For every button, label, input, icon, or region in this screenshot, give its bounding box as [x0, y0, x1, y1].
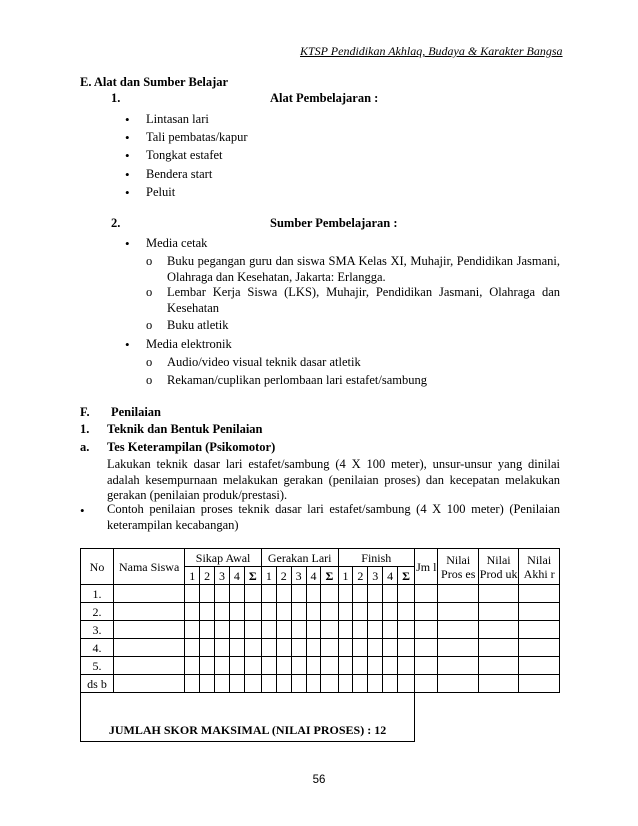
score-cell: [383, 585, 398, 603]
sub-col-number: 2: [353, 567, 368, 585]
score-cell: [185, 657, 200, 675]
table-row: [81, 675, 560, 693]
sub-col-number: 1: [338, 567, 353, 585]
score-cell: [185, 675, 200, 693]
score-cell: [244, 603, 261, 621]
header-nilai-akhir: Nilai Akhi r: [519, 549, 560, 585]
header-no: No: [81, 549, 114, 585]
score-cell: [229, 585, 244, 603]
table-row: [81, 585, 560, 603]
score-cell: [291, 657, 306, 675]
score-cell: [276, 585, 291, 603]
header-finish: Finish: [338, 549, 415, 567]
table-row: [81, 657, 560, 675]
score-cell: [415, 639, 438, 657]
score-cell: [415, 585, 438, 603]
tool-item: • Tongkat estafet: [146, 148, 223, 163]
score-cell: [244, 639, 261, 657]
score-cell: [291, 621, 306, 639]
score-cell: [261, 585, 276, 603]
example-paragraph: Contoh penilaian proses teknik dasar lari estafet/sambung (4 X 100 meter) (Penilaian keterampilan kecabangan): [107, 502, 560, 532]
score-cell: [261, 603, 276, 621]
score-cell: [383, 621, 398, 639]
score-cell: [306, 585, 321, 603]
score-cell: [113, 657, 184, 675]
score-cell: [368, 603, 383, 621]
score-cell: [185, 621, 200, 639]
sub-col-number: 4: [306, 567, 321, 585]
score-cell: [368, 657, 383, 675]
row-number: 3.: [81, 621, 114, 639]
section-e-title: E. Alat dan Sumber Belajar: [80, 75, 229, 89]
score-cell: [383, 639, 398, 657]
score-cell: [415, 621, 438, 639]
media-elektronik: • Media elektronik: [146, 337, 232, 352]
score-cell: [229, 675, 244, 693]
score-cell: [321, 675, 338, 693]
tool-item: • Tali pembatas/kapur: [146, 130, 248, 145]
score-cell: [438, 639, 478, 657]
score-cell: [261, 639, 276, 657]
score-cell: [276, 657, 291, 675]
score-cell: [338, 603, 353, 621]
sub-col-number: 4: [229, 567, 244, 585]
total-label-cell: [81, 693, 415, 742]
section-f-label: F.: [80, 405, 90, 419]
score-cell: [306, 639, 321, 657]
score-cell: [398, 675, 415, 693]
source-item: o Lembar Kerja Siswa (LKS), Muhajir, Pendidikan Jasmani, Olahraga dan Kesehatan: [167, 285, 560, 316]
score-cell: [519, 585, 560, 603]
score-cell: [200, 603, 215, 621]
score-cell: [353, 657, 368, 675]
score-cell: [113, 675, 184, 693]
score-cell: [291, 603, 306, 621]
score-cell: [261, 621, 276, 639]
score-cell: [113, 603, 184, 621]
score-cell: [200, 657, 215, 675]
table-row: [81, 603, 560, 621]
item2-number: 2.: [111, 216, 121, 230]
score-cell: [398, 657, 415, 675]
score-cell: [229, 657, 244, 675]
score-cell: [261, 675, 276, 693]
sub-col-number: 1: [185, 567, 200, 585]
source-item: o Rekaman/cuplikan perlombaan lari estafet/sambung: [167, 373, 427, 388]
score-cell: [200, 585, 215, 603]
suba-number: a.: [80, 440, 90, 454]
score-cell: [321, 585, 338, 603]
score-cell: [113, 585, 184, 603]
score-cell: [353, 603, 368, 621]
sub-col-number: 3: [291, 567, 306, 585]
score-cell: [244, 585, 261, 603]
score-cell: [353, 639, 368, 657]
sub1-number: 1.: [80, 422, 90, 436]
score-cell: [398, 585, 415, 603]
score-cell: [306, 675, 321, 693]
score-cell: [338, 675, 353, 693]
score-cell: [321, 657, 338, 675]
row-number: 2.: [81, 603, 114, 621]
header-sikap-awal: Sikap Awal: [185, 549, 262, 567]
score-cell: [244, 675, 261, 693]
row-number: 5.: [81, 657, 114, 675]
example-bullet-icon: •: [80, 503, 85, 518]
score-cell: [229, 621, 244, 639]
score-cell: [338, 621, 353, 639]
sub-col-number: 2: [276, 567, 291, 585]
score-cell: [353, 621, 368, 639]
score-cell: [113, 639, 184, 657]
score-cell: [398, 621, 415, 639]
score-cell: [321, 639, 338, 657]
score-cell: [368, 585, 383, 603]
score-cell: [368, 675, 383, 693]
score-cell: [229, 639, 244, 657]
score-cell: [215, 639, 230, 657]
score-cell: [200, 639, 215, 657]
score-cell: [478, 603, 518, 621]
score-cell: [306, 657, 321, 675]
score-cell: [478, 639, 518, 657]
sub-col-number: 2: [200, 567, 215, 585]
score-cell: [321, 621, 338, 639]
source-item: o Buku atletik: [167, 318, 228, 333]
suba-title: Tes Keterampilan (Psikomotor): [107, 440, 276, 454]
score-cell: [276, 603, 291, 621]
score-cell: [291, 675, 306, 693]
score-cell: [519, 639, 560, 657]
score-cell: [215, 675, 230, 693]
score-cell: [368, 639, 383, 657]
score-cell: [368, 621, 383, 639]
score-cell: [291, 639, 306, 657]
score-cell: [438, 675, 478, 693]
score-cell: [338, 639, 353, 657]
score-cell: [519, 675, 560, 693]
score-cell: [185, 585, 200, 603]
sigma-symbol: Σ: [321, 567, 338, 585]
score-cell: [200, 675, 215, 693]
score-cell: [398, 603, 415, 621]
score-cell: [338, 657, 353, 675]
score-cell: [478, 657, 518, 675]
sigma-symbol: Σ: [398, 567, 415, 585]
tool-item: • Bendera start: [146, 167, 212, 182]
score-cell: [383, 675, 398, 693]
score-cell: [415, 603, 438, 621]
score-cell: [383, 657, 398, 675]
page-number: 56: [312, 774, 326, 786]
empty-corner: [415, 693, 560, 742]
sub-col-number: 3: [215, 567, 230, 585]
item2-title: Sumber Pembelajaran :: [270, 216, 398, 230]
table-row: [81, 621, 560, 639]
score-cell: [261, 657, 276, 675]
score-cell: [478, 621, 518, 639]
header-nama-siswa: Nama Siswa: [113, 549, 184, 585]
score-cell: [415, 675, 438, 693]
score-cell: [353, 675, 368, 693]
score-cell: [276, 675, 291, 693]
score-cell: [478, 585, 518, 603]
sigma-symbol: Σ: [244, 567, 261, 585]
row-number: 1.: [81, 585, 114, 603]
score-cell: [353, 585, 368, 603]
score-cell: [306, 621, 321, 639]
tool-item: • Lintasan lari: [146, 112, 209, 127]
table-row: [81, 639, 560, 657]
sub-col-number: 1: [261, 567, 276, 585]
score-cell: [519, 603, 560, 621]
score-cell: [291, 585, 306, 603]
row-number: ds b: [81, 675, 114, 693]
score-cell: [338, 585, 353, 603]
score-cell: [185, 603, 200, 621]
sub-col-number: 3: [368, 567, 383, 585]
score-cell: [276, 639, 291, 657]
score-cell: [215, 657, 230, 675]
score-cell: [229, 603, 244, 621]
score-cell: [519, 621, 560, 639]
header-nilai-produk: Nilai Prod uk: [478, 549, 518, 585]
suba-paragraph: Lakukan teknik dasar lari estafet/sambung (4 X 100 meter), unsur-unsur yang dinilai adalah kesempurnaan melakukan gerakan (penilaian proses) dan kecepatan melakukan gerakan (penilaian produk/prestasi).: [107, 457, 560, 502]
score-cell: [185, 639, 200, 657]
header-nilai-proses: Nilai Pros es: [438, 549, 478, 585]
header-jumlah: Jm l: [415, 549, 438, 585]
source-item: o Audio/video visual teknik dasar atletik: [167, 355, 361, 370]
score-cell: [438, 585, 478, 603]
score-cell: [321, 603, 338, 621]
section-f-title: Penilaian: [111, 405, 162, 419]
sub1-title: Teknik dan Bentuk Penilaian: [107, 422, 263, 436]
media-cetak: • Media cetak: [146, 236, 207, 251]
assessment-table: [80, 548, 560, 742]
item1-title: Alat Pembelajaran :: [270, 91, 379, 105]
score-cell: [438, 603, 478, 621]
score-cell: [383, 603, 398, 621]
running-header: KTSP Pendidikan Akhlaq, Budaya & Karakter Bangsa: [300, 44, 563, 58]
score-cell: [215, 621, 230, 639]
score-cell: [244, 657, 261, 675]
score-cell: [306, 603, 321, 621]
score-cell: [438, 657, 478, 675]
score-cell: [215, 603, 230, 621]
item1-number: 1.: [111, 91, 121, 105]
score-cell: [200, 621, 215, 639]
score-cell: [113, 621, 184, 639]
score-cell: [276, 621, 291, 639]
score-cell: [415, 657, 438, 675]
score-cell: [215, 585, 230, 603]
score-cell: [438, 621, 478, 639]
score-cell: [398, 639, 415, 657]
sub-col-number: 4: [383, 567, 398, 585]
row-number: 4.: [81, 639, 114, 657]
total-label: JUMLAH SKOR MAKSIMAL (NILAI PROSES) : 12: [108, 723, 387, 737]
score-cell: [244, 621, 261, 639]
score-cell: [519, 657, 560, 675]
tool-item: • Peluit: [146, 185, 175, 200]
source-item: o Buku pegangan guru dan siswa SMA Kelas XI, Muhajir, Pendidikan Jasmani, Olahraga dan Kesehatan, Jakarta: Erlangga.: [167, 254, 560, 285]
header-gerakan-lari: Gerakan Lari: [261, 549, 338, 567]
score-cell: [478, 675, 518, 693]
